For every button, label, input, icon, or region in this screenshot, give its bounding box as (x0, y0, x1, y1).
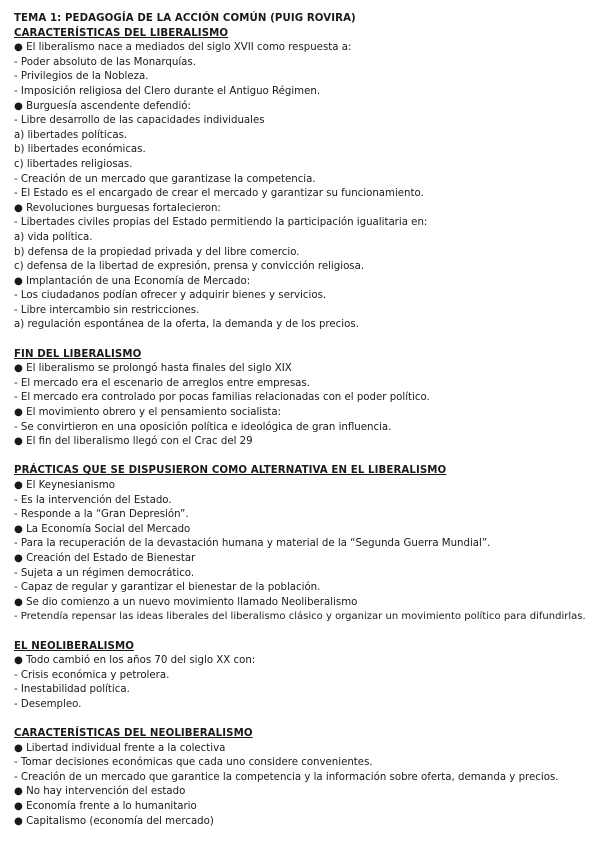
bullet-point: ● El movimiento obrero y el pensamiento socialista: (14, 407, 282, 419)
list-line: - Inestabilidad política. (14, 684, 130, 696)
bullet-point: ● Libertad individual frente a la colectiva (14, 742, 226, 754)
bullet-point: ● Economía frente a lo humanitario (14, 801, 197, 813)
bullet-point: ● El liberalismo se prolongó hasta finales del siglo XIX (14, 363, 292, 375)
section-spacer (14, 625, 586, 640)
list-line: a) vida política. (14, 231, 93, 243)
list-line: - Creación de un mercado que garantizase la competencia. (14, 173, 316, 185)
list-line: - Libertades civiles propias del Estado permitiendo la participación igualitaria en: (14, 217, 428, 229)
list-line: - Imposición religiosa del Clero durante el Antiguo Régimen. (14, 85, 321, 97)
list-line: - El Estado es el encargado de crear el mercado y garantizar su funcionamiento. (14, 188, 424, 200)
document-page (14, 12, 586, 829)
section-1 (14, 27, 586, 333)
section-heading: FIN DEL LIBERALISMO (14, 348, 142, 360)
list-line: - Se convirtieron en una oposición política e ideológica de gran influencia. (14, 421, 392, 433)
list-line: - Creación de un mercado que garantice la competencia y la información sobre oferta, demanda y precios. (14, 771, 559, 783)
bullet-point: ● El fin del liberalismo llegó con el Crac del 29 (14, 436, 253, 448)
section-heading: CARACTERÍSTICAS DEL LIBERALISMO (14, 27, 229, 39)
list-line: a) regulación espontánea de la oferta, la demanda y de los precios. (14, 319, 359, 331)
bullet-point: ● Creación del Estado de Bienestar (14, 552, 196, 564)
list-line: - Tomar decisiones económicas que cada uno considere convenientes. (14, 757, 373, 769)
list-line: - Pretendía repensar las ideas liberales del liberalismo clásico y organizar un movimiento político para difundirlas. (14, 611, 586, 623)
list-line: - Capaz de regular y garantizar el bienestar de la población. (14, 582, 321, 594)
list-line: - Sujeta a un régimen democrático. (14, 567, 195, 579)
document-title: TEMA 1: PEDAGOGÍA DE LA ACCIÓN COMÚN (PUIG ROVIRA) (14, 13, 356, 24)
section-spacer (14, 333, 586, 348)
list-line: - Libre desarrollo de las capacidades individuales (14, 115, 265, 127)
list-line: - Privilegios de la Nobleza. (14, 71, 149, 83)
document-sections (14, 27, 586, 830)
list-line: a) libertades políticas. (14, 129, 128, 141)
list-line: c) defensa de la libertad de expresión, prensa y convicción religiosa. (14, 261, 365, 273)
bullet-point: ● Implantación de una Economía de Mercado: (14, 275, 251, 287)
bullet-point: ● No hay intervención del estado (14, 786, 186, 798)
list-line: - Crisis económica y petrolera. (14, 669, 170, 681)
section-2 (14, 333, 586, 450)
section-heading: CARACTERÍSTICAS DEL NEOLIBERALISMO (14, 728, 253, 740)
section-heading: PRÁCTICAS QUE SE DISPUSIERON COMO ALTERNATIVA EN EL LIBERALISMO (14, 465, 447, 477)
section-5 (14, 713, 586, 830)
list-line: b) defensa de la propiedad privada y del libre comercio. (14, 246, 300, 258)
bullet-point: ● Capitalismo (economía del mercado) (14, 815, 214, 827)
list-line: - El mercado era el escenario de arreglos entre empresas. (14, 377, 310, 389)
list-line: - Para la recuperación de la devastación humana y material de la “Segunda Guerra Mundial”. (14, 538, 491, 550)
list-line: - Poder absoluto de las Monarquías. (14, 56, 196, 68)
bullet-point: ● Todo cambió en los años 70 del siglo XX con: (14, 655, 256, 667)
list-line: b) libertades económicas. (14, 144, 146, 156)
list-line: - Responde a la “Gran Depresión”. (14, 509, 189, 521)
list-line: c) libertades religiosas. (14, 158, 133, 170)
bullet-point: ● Se dio comienzo a un nuevo movimiento llamado Neoliberalismo (14, 596, 358, 608)
bullet-point: ● Burguesía ascendente defendió: (14, 100, 191, 112)
list-line: - Desempleo. (14, 698, 82, 710)
list-line: - Es la intervención del Estado. (14, 494, 172, 506)
section-spacer (14, 713, 586, 728)
bullet-point: ● La Economía Social del Mercado (14, 523, 191, 535)
list-line: - Los ciudadanos podían ofrecer y adquirir bienes y servicios. (14, 290, 327, 302)
bullet-point: ● Revoluciones burguesas fortalecieron: (14, 202, 221, 214)
section-3 (14, 450, 586, 625)
section-spacer (14, 450, 586, 465)
bullet-point: ● El liberalismo nace a mediados del siglo XVII como respuesta a: (14, 42, 352, 54)
list-line: - Libre intercambio sin restricciones. (14, 304, 200, 316)
section-4 (14, 625, 586, 713)
bullet-point: ● El Keynesianismo (14, 480, 115, 491)
list-line: - El mercado era controlado por pocas familias relacionadas con el poder político. (14, 392, 430, 404)
section-heading: EL NEOLIBERALISMO (14, 640, 134, 652)
